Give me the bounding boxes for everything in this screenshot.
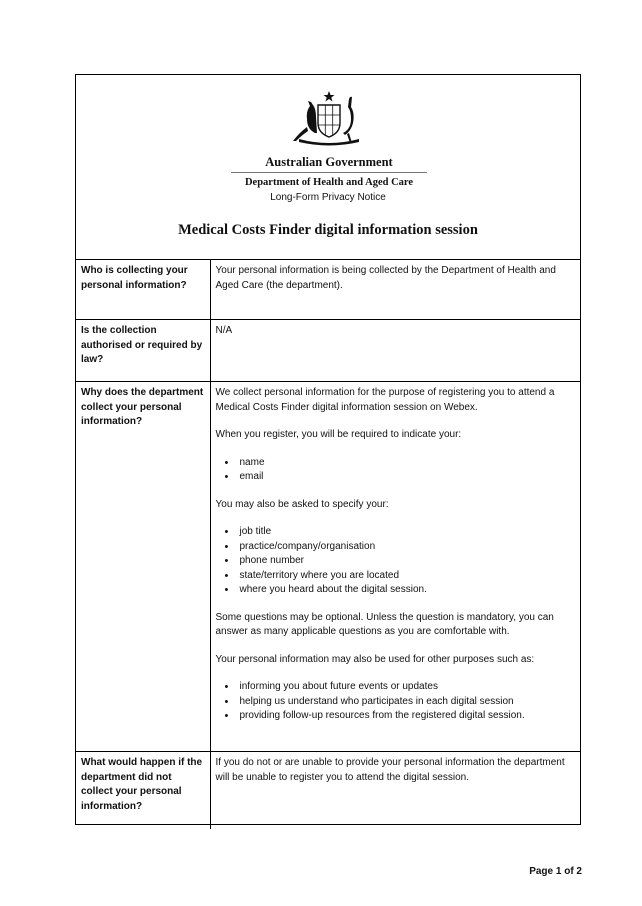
government-name: Australian Government — [265, 155, 393, 169]
department-name: Department of Health and Aged Care — [244, 177, 414, 188]
page-number: Page 1 of 2 — [529, 866, 582, 877]
answer-text: You may also be asked to specify your: — [215, 498, 389, 510]
row-question: Who is collecting your personal information? — [76, 260, 210, 320]
document-title: Medical Costs Finder digital information session — [178, 222, 478, 238]
row-answer — [210, 260, 580, 320]
answer-text: We collect personal information for the purpose of registering you to attend a Medical Costs Finder digital information session on Webex. — [215, 387, 555, 413]
government-logo — [231, 89, 427, 189]
table-row — [76, 752, 580, 829]
table-row — [76, 320, 580, 382]
optional-list — [216, 525, 576, 598]
list-item: • name — [240, 456, 576, 471]
answer-text: N/A — [215, 325, 233, 336]
list-item: • job title — [240, 525, 576, 540]
row-question: What would happen if the department did not collect your personal information? — [76, 752, 210, 829]
row-question: Is the collection authorised or required by law? — [76, 320, 210, 382]
privacy-notice-table — [76, 259, 580, 829]
list-item: • where you heard about the digital session. — [240, 583, 576, 598]
row-answer — [210, 382, 580, 752]
list-item: • phone number — [240, 554, 576, 569]
notice-type: Long-Form Privacy Notice — [270, 192, 386, 203]
australian-coat-of-arms-icon — [289, 89, 369, 147]
list-item: • practice/company/organisation — [240, 540, 576, 555]
row-answer — [210, 320, 580, 382]
table-row — [76, 382, 580, 752]
list-item: • informing you about future events or updates — [240, 680, 576, 695]
list-item: • providing follow-up resources from the registered digital session. — [240, 709, 576, 724]
other-purposes-list — [216, 680, 576, 724]
answer-text: If you do not or are unable to provide your personal information the department will be unable to register you to attend the digital session. — [215, 757, 565, 783]
document-header — [76, 75, 580, 259]
answer-text: Your personal information may also be used for other purposes such as: — [215, 653, 535, 665]
row-answer — [210, 752, 580, 829]
list-item: • email — [240, 470, 576, 485]
list-item: • state/territory where you are located — [240, 569, 576, 584]
document-frame — [75, 74, 581, 825]
answer-text: Your personal information is being collected by the Department of Health and Aged Care (the department). — [215, 265, 556, 291]
list-item: • helping us understand who participates in each digital session — [240, 695, 576, 710]
answer-text: When you register, you will be required to indicate your: — [215, 429, 462, 440]
answer-text: Some questions may be optional. Unless the question is mandatory, you can answer as many applicable questions as you are comfortable with. — [215, 611, 554, 637]
row-question: Why does the department collect your personal information? — [76, 382, 210, 752]
logo-divider — [231, 172, 427, 173]
required-list — [216, 456, 576, 485]
table-row — [76, 260, 580, 320]
